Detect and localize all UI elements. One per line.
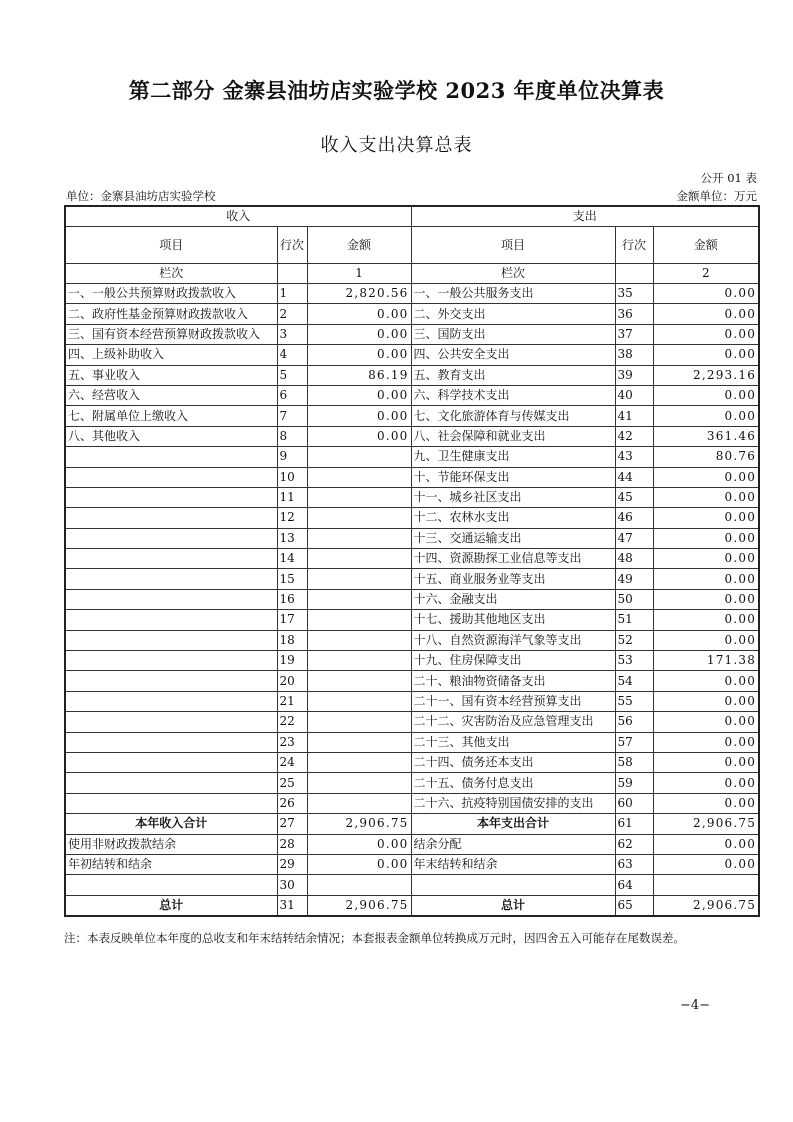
income-line-cell: 16	[277, 589, 307, 609]
table-row	[65, 752, 759, 772]
expense-amount-cell: 2,906.75	[653, 814, 759, 834]
income-item-cell	[65, 487, 277, 507]
expense-item-cell: 二十一、国有资本经营预算支出	[411, 691, 615, 711]
income-header: 收入	[65, 206, 411, 227]
expense-amount-cell: 0.00	[653, 691, 759, 711]
table-title: 收入支出决算总表	[320, 135, 473, 156]
expense-item-cell: 年末结转和结余	[411, 854, 615, 874]
expense-item-cell: 十一、城乡社区支出	[411, 487, 615, 507]
income-line-cell: 19	[277, 651, 307, 671]
income-amount-cell	[307, 569, 411, 589]
expense-amount-cell: 0.00	[653, 284, 759, 304]
table-row	[65, 712, 759, 732]
expense-line-cell: 45	[615, 487, 653, 507]
table-row	[65, 406, 759, 426]
table-row	[65, 895, 759, 916]
income-amount-cell: 0.00	[307, 406, 411, 426]
expense-line-cell: 58	[615, 752, 653, 772]
expense-line-cell: 60	[615, 793, 653, 813]
income-amount-cell	[307, 589, 411, 609]
income-item-cell	[65, 752, 277, 772]
expense-item-cell: 十三、交通运输支出	[411, 528, 615, 548]
table-row	[65, 345, 759, 365]
income-column-number: 1	[307, 264, 411, 284]
income-amount-cell	[307, 712, 411, 732]
income-amount-cell	[307, 508, 411, 528]
expense-amount-cell: 0.00	[653, 793, 759, 813]
expense-amount-cell: 0.00	[653, 854, 759, 874]
table-row	[65, 814, 759, 834]
income-item-cell	[65, 508, 277, 528]
income-line-cell: 6	[277, 385, 307, 405]
expense-amount-cell: 0.00	[653, 630, 759, 650]
expense-amount-cell: 0.00	[653, 773, 759, 793]
expense-item-cell: 十八、自然资源海洋气象等支出	[411, 630, 615, 650]
income-line-header: 行次	[277, 227, 307, 264]
expense-line-cell: 52	[615, 630, 653, 650]
income-item-cell	[65, 712, 277, 732]
income-line-cell: 10	[277, 467, 307, 487]
table-row	[65, 610, 759, 630]
income-item-cell	[65, 528, 277, 548]
income-amount-cell	[307, 773, 411, 793]
expense-item-cell: 四、公共安全支出	[411, 345, 615, 365]
income-line-cell: 25	[277, 773, 307, 793]
income-amount-cell	[307, 487, 411, 507]
expense-amount-cell: 0.00	[653, 569, 759, 589]
expense-item-cell: 二十三、其他支出	[411, 732, 615, 752]
expense-item-cell: 本年支出合计	[411, 814, 615, 834]
income-line-cell: 9	[277, 447, 307, 467]
income-line-cell: 1	[277, 284, 307, 304]
table-row	[65, 834, 759, 854]
expense-amount-cell: 0.00	[653, 712, 759, 732]
table-row	[65, 691, 759, 711]
income-item-cell	[65, 467, 277, 487]
income-item-cell	[65, 569, 277, 589]
income-amount-cell	[307, 610, 411, 630]
income-item-cell	[65, 651, 277, 671]
income-amount-header: 金额	[307, 227, 411, 264]
expense-line-cell: 53	[615, 651, 653, 671]
income-amount-cell: 0.00	[307, 854, 411, 874]
expense-item-cell: 十、节能环保支出	[411, 467, 615, 487]
expense-line-cell: 41	[615, 406, 653, 426]
income-item-cell: 八、其他收入	[65, 426, 277, 446]
income-item-header: 项目	[65, 227, 277, 264]
table-row	[65, 447, 759, 467]
income-line-blank	[277, 264, 307, 284]
income-item-cell: 一、一般公共预算财政拨款收入	[65, 284, 277, 304]
expense-header: 支出	[411, 206, 759, 227]
income-line-cell: 7	[277, 406, 307, 426]
income-item-cell: 总计	[65, 895, 277, 916]
expense-column-number: 2	[653, 264, 759, 284]
table-row	[65, 589, 759, 609]
income-line-cell: 20	[277, 671, 307, 691]
table-row	[65, 732, 759, 752]
expense-item-cell: 三、国防支出	[411, 324, 615, 344]
expense-item-cell: 十二、农林水支出	[411, 508, 615, 528]
expense-line-cell: 64	[615, 875, 653, 895]
income-amount-cell	[307, 691, 411, 711]
expense-item-cell: 二、外交支出	[411, 304, 615, 324]
expense-line-cell: 51	[615, 610, 653, 630]
income-item-cell: 五、事业收入	[65, 365, 277, 385]
expense-line-cell: 39	[615, 365, 653, 385]
expense-line-cell: 65	[615, 895, 653, 916]
income-item-cell: 六、经营收入	[65, 385, 277, 405]
income-item-cell	[65, 732, 277, 752]
table-row	[65, 284, 759, 304]
income-line-cell: 5	[277, 365, 307, 385]
income-amount-cell	[307, 732, 411, 752]
expense-item-cell: 总计	[411, 895, 615, 916]
income-amount-cell	[307, 549, 411, 569]
expense-line-cell: 61	[615, 814, 653, 834]
income-amount-cell	[307, 528, 411, 548]
table-row	[65, 467, 759, 487]
income-amount-cell	[307, 752, 411, 772]
expense-line-cell: 55	[615, 691, 653, 711]
expense-amount-cell: 0.00	[653, 589, 759, 609]
table-row	[65, 773, 759, 793]
expense-amount-cell: 2,906.75	[653, 895, 759, 916]
expense-line-cell: 43	[615, 447, 653, 467]
expense-amount-cell: 171.38	[653, 651, 759, 671]
income-line-cell: 13	[277, 528, 307, 548]
income-amount-cell: 0.00	[307, 345, 411, 365]
table-row	[65, 487, 759, 507]
expense-item-cell: 十九、住房保障支出	[411, 651, 615, 671]
expense-line-cell: 59	[615, 773, 653, 793]
section-header-row	[65, 206, 759, 227]
column-number-row	[65, 264, 759, 284]
expense-amount-cell: 0.00	[653, 528, 759, 548]
expense-amount-cell: 2,293.16	[653, 365, 759, 385]
income-amount-cell: 0.00	[307, 426, 411, 446]
expense-line-cell: 49	[615, 569, 653, 589]
expense-item-cell: 七、文化旅游体育与传媒支出	[411, 406, 615, 426]
form-code: 公开 01 表	[700, 171, 757, 185]
table-row	[65, 528, 759, 548]
income-line-cell: 27	[277, 814, 307, 834]
table-row	[65, 426, 759, 446]
expense-amount-cell: 0.00	[653, 487, 759, 507]
expense-item-cell: 二十、粮油物资储备支出	[411, 671, 615, 691]
expense-amount-cell: 0.00	[653, 304, 759, 324]
expense-amount-cell: 0.00	[653, 834, 759, 854]
income-line-cell: 2	[277, 304, 307, 324]
expense-line-cell: 46	[615, 508, 653, 528]
income-line-cell: 14	[277, 549, 307, 569]
expense-line-cell: 40	[615, 385, 653, 405]
expense-amount-cell: 0.00	[653, 406, 759, 426]
income-expense-table	[64, 205, 760, 917]
expense-item-cell: 十六、金融支出	[411, 589, 615, 609]
income-line-cell: 18	[277, 630, 307, 650]
expense-amount-cell: 80.76	[653, 447, 759, 467]
table-row	[65, 304, 759, 324]
income-line-cell: 3	[277, 324, 307, 344]
expense-line-cell: 57	[615, 732, 653, 752]
income-item-cell	[65, 630, 277, 650]
amount-unit: 金额单位：万元	[676, 189, 757, 203]
table-row	[65, 793, 759, 813]
expense-amount-cell: 0.00	[653, 345, 759, 365]
expense-amount-cell: 0.00	[653, 752, 759, 772]
expense-item-cell: 二十四、债务还本支出	[411, 752, 615, 772]
income-amount-cell	[307, 467, 411, 487]
income-amount-cell	[307, 875, 411, 895]
income-item-cell	[65, 773, 277, 793]
expense-line-cell: 62	[615, 834, 653, 854]
expense-amount-cell: 0.00	[653, 508, 759, 528]
expense-amount-cell: 0.00	[653, 324, 759, 344]
income-item-cell: 二、政府性基金预算财政拨款收入	[65, 304, 277, 324]
income-item-cell: 三、国有资本经营预算财政拨款收入	[65, 324, 277, 344]
income-line-cell: 29	[277, 854, 307, 874]
expense-item-cell: 一、一般公共服务支出	[411, 284, 615, 304]
income-amount-cell	[307, 793, 411, 813]
income-item-cell	[65, 875, 277, 895]
income-line-cell: 4	[277, 345, 307, 365]
table-row	[65, 385, 759, 405]
expense-item-cell: 二十二、灾害防治及应急管理支出	[411, 712, 615, 732]
income-item-cell	[65, 793, 277, 813]
page-number: −4−	[680, 998, 711, 1013]
income-item-cell: 年初结转和结余	[65, 854, 277, 874]
income-column-label: 栏次	[65, 264, 277, 284]
income-item-cell	[65, 671, 277, 691]
expense-amount-header: 金额	[653, 227, 759, 264]
expense-item-cell: 结余分配	[411, 834, 615, 854]
table-row	[65, 854, 759, 874]
table-row	[65, 365, 759, 385]
expense-line-cell: 44	[615, 467, 653, 487]
expense-line-cell: 36	[615, 304, 653, 324]
expense-line-cell: 47	[615, 528, 653, 548]
income-item-cell	[65, 589, 277, 609]
expense-column-label: 栏次	[411, 264, 615, 284]
reporting-unit: 单位：金寨县油坊店实验学校	[66, 189, 216, 203]
expense-amount-cell: 0.00	[653, 385, 759, 405]
income-line-cell: 17	[277, 610, 307, 630]
expense-item-cell: 六、科学技术支出	[411, 385, 615, 405]
income-line-cell: 26	[277, 793, 307, 813]
income-line-cell: 15	[277, 569, 307, 589]
income-line-cell: 23	[277, 732, 307, 752]
table-row	[65, 630, 759, 650]
table-row	[65, 671, 759, 691]
expense-amount-cell	[653, 875, 759, 895]
table-row	[65, 508, 759, 528]
income-amount-cell: 0.00	[307, 834, 411, 854]
expense-amount-cell: 0.00	[653, 671, 759, 691]
expense-item-cell: 十四、资源勘探工业信息等支出	[411, 549, 615, 569]
expense-line-cell: 63	[615, 854, 653, 874]
income-amount-cell	[307, 630, 411, 650]
expense-line-header: 行次	[615, 227, 653, 264]
income-item-cell	[65, 549, 277, 569]
table-row	[65, 651, 759, 671]
income-amount-cell: 2,906.75	[307, 814, 411, 834]
expense-item-cell: 九、卫生健康支出	[411, 447, 615, 467]
income-item-cell: 使用非财政拨款结余	[65, 834, 277, 854]
income-line-cell: 31	[277, 895, 307, 916]
income-amount-cell: 0.00	[307, 304, 411, 324]
expense-item-cell: 五、教育支出	[411, 365, 615, 385]
main-title: 第二部分 金寨县油坊店实验学校 2023 年度单位决算表	[128, 78, 665, 103]
expense-item-cell: 二十五、债务付息支出	[411, 773, 615, 793]
expense-line-cell: 38	[615, 345, 653, 365]
income-line-cell: 8	[277, 426, 307, 446]
expense-amount-cell: 0.00	[653, 732, 759, 752]
expense-amount-cell: 0.00	[653, 467, 759, 487]
expense-item-header: 项目	[411, 227, 615, 264]
income-amount-cell: 2,820.56	[307, 284, 411, 304]
expense-line-blank	[615, 264, 653, 284]
income-item-cell	[65, 447, 277, 467]
income-amount-cell	[307, 651, 411, 671]
income-amount-cell: 0.00	[307, 324, 411, 344]
income-item-cell	[65, 610, 277, 630]
expense-amount-cell: 0.00	[653, 549, 759, 569]
expense-line-cell: 35	[615, 284, 653, 304]
expense-line-cell: 37	[615, 324, 653, 344]
table-row	[65, 549, 759, 569]
income-line-cell: 11	[277, 487, 307, 507]
expense-item-cell: 二十六、抗疫特别国债安排的支出	[411, 793, 615, 813]
expense-line-cell: 42	[615, 426, 653, 446]
income-amount-cell: 86.19	[307, 365, 411, 385]
income-item-cell: 七、附属单位上缴收入	[65, 406, 277, 426]
expense-item-cell: 十七、援助其他地区支出	[411, 610, 615, 630]
column-header-row	[65, 227, 759, 264]
income-item-cell: 四、上级补助收入	[65, 345, 277, 365]
income-line-cell: 21	[277, 691, 307, 711]
table-note: 注：本表反映单位本年度的总收支和年末结转结余情况；本套报表金额单位转换成万元时，因四舍五入可能存在尾数误差。	[64, 931, 685, 945]
income-line-cell: 22	[277, 712, 307, 732]
expense-line-cell: 50	[615, 589, 653, 609]
income-line-cell: 12	[277, 508, 307, 528]
income-amount-cell	[307, 447, 411, 467]
income-item-cell	[65, 691, 277, 711]
income-line-cell: 30	[277, 875, 307, 895]
expense-amount-cell: 0.00	[653, 610, 759, 630]
income-amount-cell	[307, 671, 411, 691]
expense-amount-cell: 361.46	[653, 426, 759, 446]
income-line-cell: 28	[277, 834, 307, 854]
expense-item-cell: 十五、商业服务业等支出	[411, 569, 615, 589]
income-line-cell: 24	[277, 752, 307, 772]
table-row	[65, 875, 759, 895]
income-amount-cell: 0.00	[307, 385, 411, 405]
table-row	[65, 324, 759, 344]
income-item-cell: 本年收入合计	[65, 814, 277, 834]
expense-item-cell	[411, 875, 615, 895]
income-amount-cell: 2,906.75	[307, 895, 411, 916]
table-row	[65, 569, 759, 589]
expense-line-cell: 48	[615, 549, 653, 569]
expense-line-cell: 54	[615, 671, 653, 691]
expense-line-cell: 56	[615, 712, 653, 732]
expense-item-cell: 八、社会保障和就业支出	[411, 426, 615, 446]
